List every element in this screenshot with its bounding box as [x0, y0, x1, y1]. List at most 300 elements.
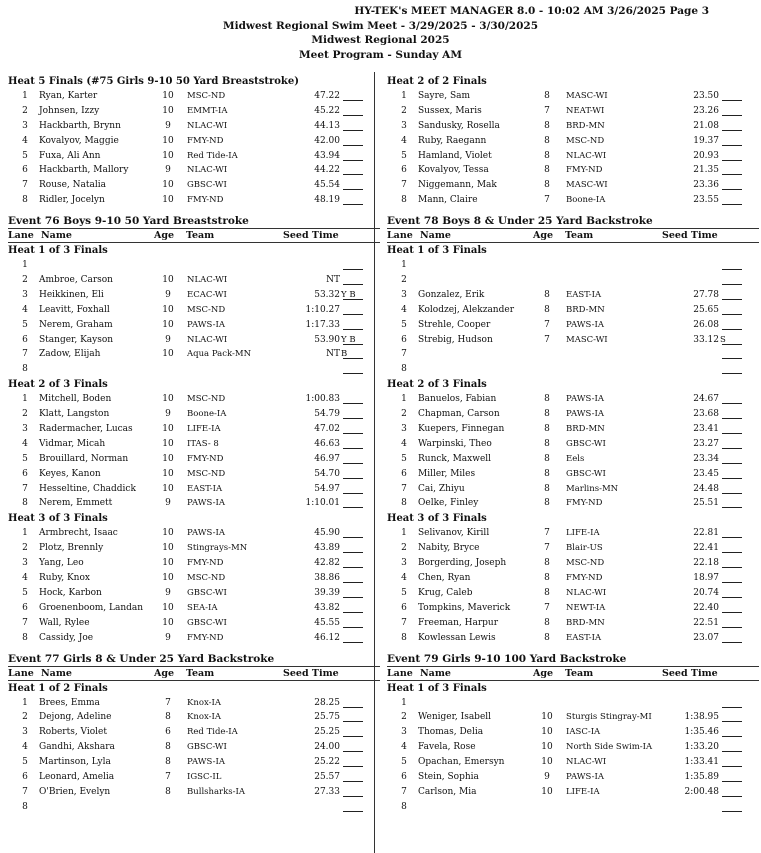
swimmer-name: Freeman, Harpur — [418, 617, 498, 628]
swimmer-name: Krug, Caleb — [418, 587, 473, 598]
team-name: Boone-IA — [187, 409, 227, 420]
swimmer-name: Tompkins, Maverick — [418, 602, 511, 613]
lane-number: 1 — [22, 697, 28, 708]
team-name: LIFE-IA — [566, 786, 600, 797]
finish-time-line — [343, 586, 363, 598]
table-row — [8, 452, 380, 467]
seed-time: 25.75 — [314, 712, 340, 723]
swimmer-age: 8 — [544, 632, 550, 643]
finish-time-line — [722, 755, 742, 767]
team-name: FMY-ND — [187, 558, 224, 569]
table-row — [387, 119, 759, 134]
table-row — [8, 89, 380, 104]
age-header: Age — [154, 230, 175, 242]
lane-number: 5 — [22, 150, 28, 161]
table-row — [8, 362, 380, 377]
swimmer-age: 8 — [544, 468, 550, 479]
seed-time: 23.50 — [693, 91, 719, 101]
team-name: Aqua Pack-MN — [187, 349, 252, 360]
finish-time-line — [343, 193, 363, 205]
swimmer-age: 8 — [544, 558, 550, 569]
swimmer-age: 10 — [162, 304, 174, 315]
seed-flag: B — [341, 349, 348, 360]
swimmer-age: 10 — [162, 180, 174, 191]
finish-time-line — [343, 273, 363, 285]
table-row — [8, 601, 380, 616]
team-name: NLAC-WI — [566, 150, 607, 161]
seed-time: 43.89 — [314, 543, 340, 554]
age-header: Age — [154, 667, 175, 679]
swimmer-age: 7 — [544, 195, 550, 206]
lane-number: 2 — [22, 409, 28, 420]
swimmer-name: Carlson, Mia — [418, 786, 477, 797]
team-header: Team — [186, 667, 215, 679]
seed-time: 43.82 — [314, 602, 340, 613]
swimmer-age: 9 — [165, 120, 171, 131]
swimmer-name: Chapman, Carson — [418, 409, 500, 420]
name-header: Name — [420, 230, 451, 242]
seed-time: 53.90 — [314, 334, 340, 345]
team-name: SEA-IA — [187, 602, 218, 613]
lane-number: 7 — [22, 786, 28, 797]
table-row — [8, 163, 380, 178]
swimmer-name: Rouse, Natalia — [39, 180, 107, 191]
swimmer-age: 8 — [544, 91, 550, 101]
team-name: ECAC-WI — [187, 289, 227, 300]
seed-time: 25.25 — [314, 727, 340, 738]
team-name: Eels — [566, 453, 585, 464]
finish-time-line — [343, 347, 363, 359]
lane-header: Lane — [8, 667, 34, 679]
finish-time-line — [722, 541, 742, 553]
heat-title: Heat 2 of 3 Finals — [387, 379, 487, 391]
swimmer-age: 8 — [544, 409, 550, 420]
seed-time: 1:35.46 — [684, 727, 719, 738]
finish-time-line — [722, 467, 742, 479]
finish-time-line — [722, 496, 742, 508]
swimmer-name: Kovalyov, Tessa — [418, 165, 489, 176]
table-row — [387, 800, 759, 815]
seed-time: 47.02 — [314, 424, 340, 435]
heat-title: Heat 2 of 3 Finals — [8, 379, 108, 391]
swimmer-age: 10 — [541, 742, 553, 753]
swimmer-name: Miller, Miles — [418, 468, 476, 479]
seed-time: 25.65 — [693, 304, 719, 315]
finish-time-line — [722, 526, 742, 538]
team-name: NLAC-WI — [187, 120, 228, 131]
swimmer-age: 10 — [541, 712, 553, 723]
seed-time: 23.27 — [693, 438, 719, 449]
team-name: MASC-WI — [566, 180, 608, 191]
lane-number: 5 — [401, 757, 407, 768]
lane-number: 4 — [22, 573, 28, 584]
lane-number: 1 — [401, 260, 407, 271]
table-row — [8, 134, 380, 149]
table-row — [8, 437, 380, 452]
table-row — [8, 193, 380, 208]
swimmer-name: O'Brien, Evelyn — [39, 786, 111, 797]
swimmer-name: Favela, Rose — [418, 742, 476, 753]
swimmer-name: Sussex, Maris — [418, 105, 482, 116]
lane-number: 3 — [22, 727, 28, 738]
name-header: Name — [41, 667, 72, 679]
finish-time-line — [343, 149, 363, 161]
lane-number: 8 — [401, 632, 407, 643]
table-row — [387, 482, 759, 497]
seed-time: 42.82 — [314, 558, 340, 569]
swimmer-name: Fuxa, Ali Ann — [39, 150, 101, 161]
finish-time-line — [722, 362, 742, 374]
swimmer-age: 10 — [162, 275, 174, 286]
table-row — [8, 556, 380, 571]
lane-number: 6 — [401, 334, 407, 345]
swimmer-age: 6 — [165, 727, 171, 738]
swimmer-age: 8 — [544, 617, 550, 628]
team-name: GBSC-WI — [187, 742, 227, 753]
name-header: Name — [420, 667, 451, 679]
seed-time: 21.35 — [693, 165, 719, 176]
swimmer-name: Roberts, Violet — [39, 727, 108, 738]
swimmer-age: 8 — [544, 180, 550, 191]
right-column — [387, 74, 759, 815]
swimmer-name: Hackbarth, Brynn — [39, 120, 121, 131]
column-headers — [8, 228, 380, 243]
finish-time-line — [343, 104, 363, 116]
table-row — [387, 725, 759, 740]
swimmer-name: Banuelos, Fabian — [418, 394, 497, 405]
lane-number: 2 — [401, 105, 407, 116]
heat-title: Heat 2 of 2 Finals — [387, 76, 487, 87]
seed-time: 23.55 — [693, 195, 719, 206]
event-section — [8, 208, 380, 645]
team-name: MASC-WI — [566, 91, 608, 101]
event-title: Event 79 Girls 9-10 100 Yard Backstroke — [387, 652, 627, 665]
swimmer-name: Ridler, Jocelyn — [39, 195, 105, 206]
heat-title: Heat 1 of 3 Finals — [387, 245, 487, 257]
report-info-line: HY-TEK's MEET MANAGER 8.0 - 10:02 AM 3/26/2025 Page 3 — [354, 5, 709, 17]
seed-time: 43.94 — [314, 150, 340, 161]
table-row — [387, 288, 759, 303]
swimmer-name: Hesseltine, Chaddick — [39, 483, 136, 494]
finish-time-line — [722, 178, 742, 190]
finish-time-line — [343, 785, 363, 797]
seed-time: 24.00 — [314, 742, 340, 753]
lane-number: 8 — [401, 801, 407, 812]
finish-time-line — [343, 601, 363, 613]
team-name: MSC-ND — [566, 135, 605, 146]
team-name: FMY-ND — [566, 498, 603, 509]
seed-time: 23.41 — [693, 424, 719, 435]
seed-time: 23.34 — [693, 453, 719, 464]
seed-time: 48.19 — [314, 195, 340, 206]
swimmer-age: 8 — [544, 150, 550, 161]
swimmer-age: 10 — [162, 468, 174, 479]
table-row — [8, 770, 380, 785]
swimmer-age: 8 — [544, 573, 550, 584]
swimmer-name: Nabity, Bryce — [418, 543, 480, 554]
swimmer-name: Dejong, Adeline — [39, 712, 112, 723]
swimmer-age: 8 — [165, 757, 171, 768]
seed-time: 1:33.20 — [684, 742, 719, 753]
finish-time-line — [722, 696, 742, 708]
finish-time-line — [722, 437, 742, 449]
swimmer-name: Hackbarth, Mallory — [39, 165, 129, 176]
seed-time: 54.97 — [314, 483, 340, 494]
swimmer-name: Selivanov, Kirill — [418, 528, 490, 539]
swimmer-age: 10 — [162, 602, 174, 613]
lane-number: 4 — [22, 742, 28, 753]
team-name: PAWS-IA — [187, 319, 225, 330]
lane-number: 3 — [22, 424, 28, 435]
swimmer-age: 10 — [162, 528, 174, 539]
swimmer-age: 8 — [165, 786, 171, 797]
finish-time-line — [722, 800, 742, 812]
team-name: ITAS- 8 — [187, 438, 219, 449]
seed-time: 22.40 — [693, 602, 719, 613]
swimmer-name: Kovalyov, Maggie — [39, 135, 119, 146]
seed-time-header: Seed Time — [662, 230, 718, 242]
team-name: GBSC-WI — [187, 617, 227, 628]
finish-time-line — [343, 303, 363, 315]
table-row — [387, 89, 759, 104]
swimmer-name: Strebig, Hudson — [418, 334, 493, 345]
lane-number: 6 — [22, 334, 28, 345]
finish-time-line — [343, 770, 363, 782]
table-row — [387, 437, 759, 452]
team-header: Team — [565, 667, 594, 679]
event-section — [387, 208, 759, 645]
table-row — [387, 422, 759, 437]
swimmer-name: Martinson, Lyla — [39, 757, 111, 768]
lane-number: 7 — [22, 483, 28, 494]
seed-time: 46.12 — [314, 632, 340, 643]
seed-time: 23.45 — [693, 468, 719, 479]
seed-time: 45.90 — [314, 528, 340, 539]
finish-time-line — [722, 601, 742, 613]
finish-time-line — [343, 755, 363, 767]
team-header: Team — [186, 230, 215, 242]
swimmer-age: 10 — [162, 438, 174, 449]
finish-time-line — [343, 800, 363, 812]
lane-number: 1 — [22, 394, 28, 405]
finish-time-line — [722, 586, 742, 598]
program-session: Meet Program - Sunday AM — [299, 48, 462, 61]
finish-time-line — [722, 740, 742, 752]
swimmer-age: 10 — [162, 195, 174, 206]
lane-number: 3 — [401, 120, 407, 131]
table-row — [8, 288, 380, 303]
table-row — [387, 362, 759, 377]
finish-time-line — [343, 556, 363, 568]
swimmer-name: Cai, Zhiyu — [418, 483, 465, 494]
swimmer-age: 10 — [162, 91, 174, 101]
swimmer-name: Ruby, Knox — [39, 573, 90, 584]
lane-number: 3 — [401, 558, 407, 569]
seed-time: 47.22 — [314, 91, 340, 101]
lane-number: 6 — [22, 602, 28, 613]
table-row — [387, 586, 759, 601]
table-row — [8, 526, 380, 541]
team-name: MSC-ND — [187, 394, 226, 405]
swimmer-age: 8 — [544, 165, 550, 176]
team-name: PAWS-IA — [566, 409, 604, 420]
seed-time: 1:35.89 — [684, 771, 719, 782]
lane-number: 4 — [401, 438, 407, 449]
team-name: IASC-IA — [566, 727, 601, 738]
swimmer-age: 7 — [544, 602, 550, 613]
lane-number: 3 — [22, 289, 28, 300]
lane-number: 1 — [401, 394, 407, 405]
lane-number: 5 — [22, 587, 28, 598]
swimmer-age: 9 — [544, 771, 550, 782]
swimmer-age: 10 — [162, 543, 174, 554]
seed-time: 19.37 — [693, 135, 719, 146]
table-row — [387, 407, 759, 422]
table-row — [387, 193, 759, 208]
finish-time-line — [343, 452, 363, 464]
swimmer-name: Heikkinen, Eli — [39, 289, 104, 300]
lane-number: 8 — [22, 364, 28, 375]
swimmer-name: Mitchell, Boden — [39, 394, 112, 405]
finish-time-line — [722, 571, 742, 583]
seed-time: 22.18 — [693, 558, 719, 569]
finish-time-line — [722, 770, 742, 782]
table-row — [387, 178, 759, 193]
finish-time-line — [722, 347, 742, 359]
table-row — [8, 303, 380, 318]
team-name: GBSC-WI — [566, 438, 606, 449]
table-row — [387, 467, 759, 482]
swimmer-name: Vidmar, Micah — [39, 438, 106, 449]
lane-number: 1 — [22, 91, 28, 101]
swimmer-age: 10 — [162, 617, 174, 628]
lane-number: 8 — [22, 632, 28, 643]
finish-time-line — [722, 407, 742, 419]
swimmer-name: Warpinski, Theo — [418, 438, 492, 449]
finish-time-line — [722, 149, 742, 161]
finish-time-line — [722, 631, 742, 643]
table-row — [8, 696, 380, 711]
finish-time-line — [343, 496, 363, 508]
swimmer-age: 8 — [544, 438, 550, 449]
finish-time-line — [722, 392, 742, 404]
age-header: Age — [533, 230, 554, 242]
table-row — [8, 725, 380, 740]
seed-time: 45.55 — [314, 617, 340, 628]
seed-time: 45.54 — [314, 180, 340, 191]
table-row — [387, 303, 759, 318]
team-name: EAST-IA — [187, 483, 223, 494]
team-name: GBSC-WI — [566, 468, 606, 479]
lane-number: 1 — [22, 528, 28, 539]
finish-time-line — [722, 710, 742, 722]
seed-time: 25.22 — [314, 757, 340, 768]
swimmer-name: Ryan, Karter — [39, 91, 98, 101]
swimmer-name: Runck, Maxwell — [418, 453, 492, 464]
lane-number: 1 — [401, 697, 407, 708]
team-name: Red Tide-IA — [187, 727, 238, 738]
swimmer-age: 8 — [544, 483, 550, 494]
lane-number: 7 — [22, 617, 28, 628]
finish-time-line — [343, 407, 363, 419]
swimmer-age: 7 — [165, 771, 171, 782]
seed-time: 22.51 — [693, 617, 719, 628]
team-name: Bullsharks-IA — [187, 786, 246, 797]
lane-number: 4 — [401, 742, 407, 753]
lane-number: 2 — [22, 712, 28, 723]
swimmer-name: Brees, Emma — [39, 697, 100, 708]
swimmer-age: 8 — [544, 120, 550, 131]
table-row — [387, 496, 759, 511]
swimmer-name: Hock, Karbon — [39, 587, 102, 598]
finish-time-line — [343, 710, 363, 722]
left-column — [8, 74, 380, 815]
lane-number: 2 — [401, 543, 407, 554]
swimmer-name: Ruby, Raegann — [418, 135, 487, 146]
finish-time-line — [722, 556, 742, 568]
swimmer-age: 8 — [544, 304, 550, 315]
table-row — [8, 273, 380, 288]
swimmer-age: 8 — [165, 712, 171, 723]
finish-time-line — [722, 163, 742, 175]
swimmer-name: Mann, Claire — [418, 195, 478, 206]
seed-time: 27.78 — [693, 289, 719, 300]
swimmer-age: 8 — [544, 453, 550, 464]
finish-time-line — [722, 193, 742, 205]
name-header: Name — [41, 230, 72, 242]
finish-time-line — [722, 333, 742, 345]
swimmer-age: 10 — [162, 453, 174, 464]
finish-time-line — [722, 616, 742, 628]
seed-time: 1:33.41 — [684, 757, 719, 768]
team-name: Knox-IA — [187, 712, 221, 723]
table-row — [8, 149, 380, 164]
table-row — [8, 616, 380, 631]
finish-time-line — [343, 422, 363, 434]
swimmer-name: Leavitt, Foxhall — [39, 304, 110, 315]
seed-time: 24.48 — [693, 483, 719, 494]
swimmer-age: 10 — [162, 135, 174, 146]
team-name: Boone-IA — [566, 195, 606, 206]
swimmer-name: Ambroe, Carson — [39, 275, 113, 286]
finish-time-line — [343, 362, 363, 374]
lane-number: 5 — [401, 150, 407, 161]
swimmer-name: Johnsen, Izzy — [39, 105, 100, 116]
heat-title: Heat 1 of 3 Finals — [8, 245, 108, 257]
finish-time-line — [722, 318, 742, 330]
swimmer-age: 7 — [544, 105, 550, 116]
team-name: GBSC-WI — [187, 180, 227, 191]
lane-number: 8 — [22, 801, 28, 812]
lane-number: 7 — [401, 786, 407, 797]
swimmer-age: 10 — [162, 319, 174, 330]
table-row — [387, 770, 759, 785]
team-name: NEAT-WI — [566, 105, 605, 116]
table-row — [8, 392, 380, 407]
lane-number: 8 — [22, 498, 28, 509]
lane-number: 1 — [22, 260, 28, 271]
swimmer-name: Opachan, Emersyn — [418, 757, 505, 768]
swimmer-name: Kuepers, Finnegan — [418, 424, 505, 435]
seed-flag: Y B — [341, 334, 356, 345]
swimmer-age: 9 — [165, 632, 171, 643]
swimmer-name: Nerem, Emmett — [39, 498, 113, 509]
finish-time-line — [722, 134, 742, 146]
seed-time: 23.26 — [693, 105, 719, 116]
seed-time-header: Seed Time — [283, 667, 339, 679]
table-row — [387, 134, 759, 149]
table-row — [387, 631, 759, 646]
